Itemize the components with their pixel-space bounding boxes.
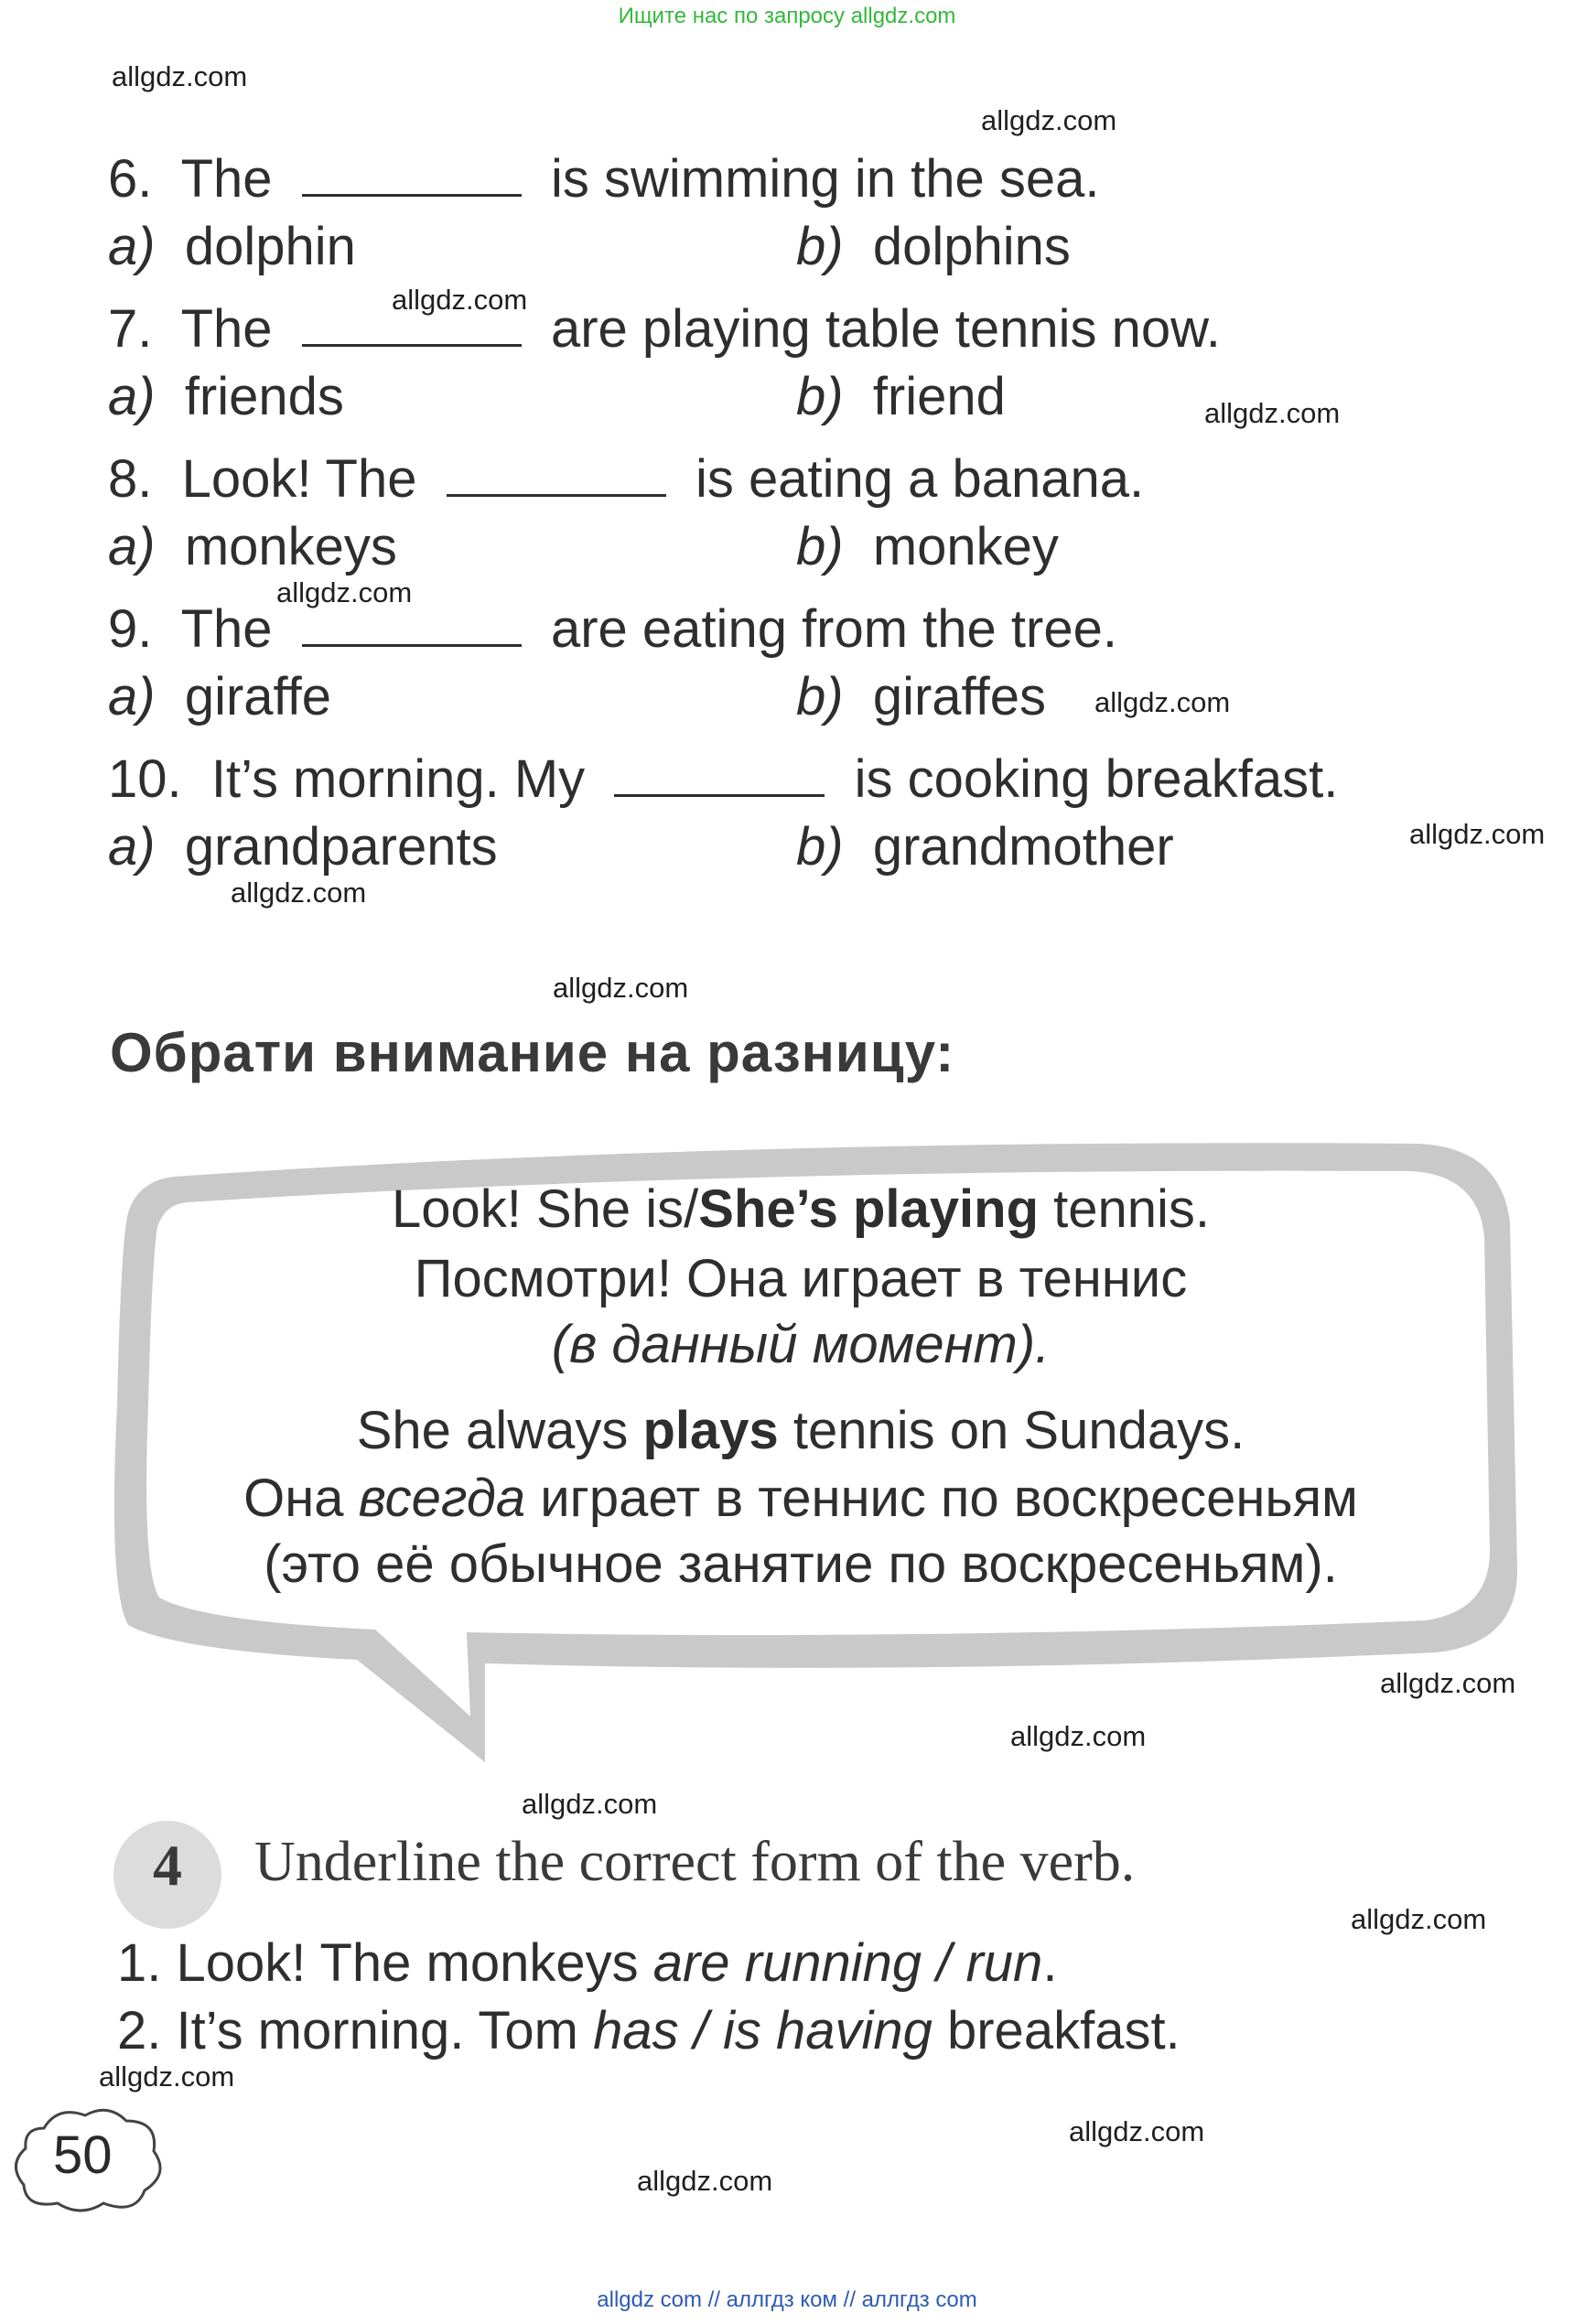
option-b: b) monkey	[796, 517, 1059, 576]
option-b: b) grandmother	[796, 817, 1174, 877]
bubble-line-2: Посмотри! Она играет в теннис	[414, 1249, 1188, 1308]
bottom-banner[interactable]: allgdz com // аллгдз ком // аллгдз com	[597, 2287, 977, 2312]
answer-blank[interactable]	[614, 793, 825, 797]
bubble-line-4: She always plays tennis on Sundays.	[356, 1401, 1245, 1460]
watermark: allgdz.com	[1204, 397, 1341, 429]
question-6: 6. The is swimming in the sea.	[108, 149, 1100, 209]
question-10: 10. It’s morning. My is cooking breakfast.	[108, 749, 1339, 809]
option-b: b) dolphins	[796, 217, 1071, 276]
watermark: allgdz.com	[1409, 818, 1546, 850]
watermark: allgdz.com	[981, 104, 1117, 136]
watermark: allgdz.com	[1094, 686, 1231, 718]
exercise-title: Underline the correct form of the verb.	[254, 1831, 1136, 1893]
answer-blank[interactable]	[302, 643, 522, 647]
watermark: allgdz.com	[1010, 1720, 1147, 1752]
option-a: a) monkeys	[108, 517, 397, 576]
option-a: a) friends	[108, 367, 344, 426]
watermark: allgdz.com	[637, 2165, 773, 2197]
bubble-line-3: (в данный момент).	[551, 1315, 1051, 1374]
watermark: allgdz.com	[1069, 2115, 1205, 2147]
top-banner[interactable]: Ищите нас по запросу allgdz.com	[618, 4, 956, 28]
section-heading: Обрати внимание на разницу:	[110, 1022, 955, 1083]
watermark: allgdz.com	[231, 877, 367, 909]
watermark: allgdz.com	[112, 60, 248, 92]
watermark: allgdz.com	[276, 576, 413, 608]
option-a: a) giraffe	[108, 667, 331, 726]
exercise-number: 4	[153, 1833, 182, 1898]
exercise-item-1: 1. Look! The monkeys are running / run.	[117, 1933, 1058, 1993]
page-number: 50	[53, 2125, 113, 2185]
option-b: b) giraffes	[796, 667, 1046, 726]
watermark: allgdz.com	[1351, 1903, 1487, 1935]
watermark: allgdz.com	[1380, 1667, 1516, 1699]
watermark: allgdz.com	[522, 1788, 658, 1820]
verb-choice[interactable]: has / is having	[593, 2001, 933, 2060]
watermark: allgdz.com	[392, 284, 528, 316]
answer-blank[interactable]	[302, 193, 522, 197]
verb-choice[interactable]: are running / run	[652, 1933, 1043, 1993]
question-7: 7. The are playing table tennis now.	[108, 299, 1221, 359]
question-8: 8. Look! The is eating a banana.	[108, 449, 1145, 509]
bubble-line-5: Она всегда играет в теннис по воскресеньям	[243, 1469, 1358, 1528]
watermark: allgdz.com	[99, 2060, 235, 2093]
option-a: a) dolphin	[108, 217, 356, 276]
bubble-line-6: (это её обычное занятие по воскресеньям).	[264, 1534, 1338, 1594]
option-a: a) grandparents	[108, 817, 498, 877]
watermark: allgdz.com	[553, 972, 689, 1004]
answer-blank[interactable]	[447, 493, 666, 497]
bubble-line-1: Look! She is/She’s playing tennis.	[391, 1179, 1211, 1239]
exercise-item-2: 2. It’s morning. Tom has / is having breakfast.	[117, 2001, 1180, 2060]
answer-blank[interactable]	[302, 343, 522, 347]
option-b: b) friend	[796, 367, 1006, 426]
question-9: 9. The are eating from the tree.	[108, 599, 1117, 659]
